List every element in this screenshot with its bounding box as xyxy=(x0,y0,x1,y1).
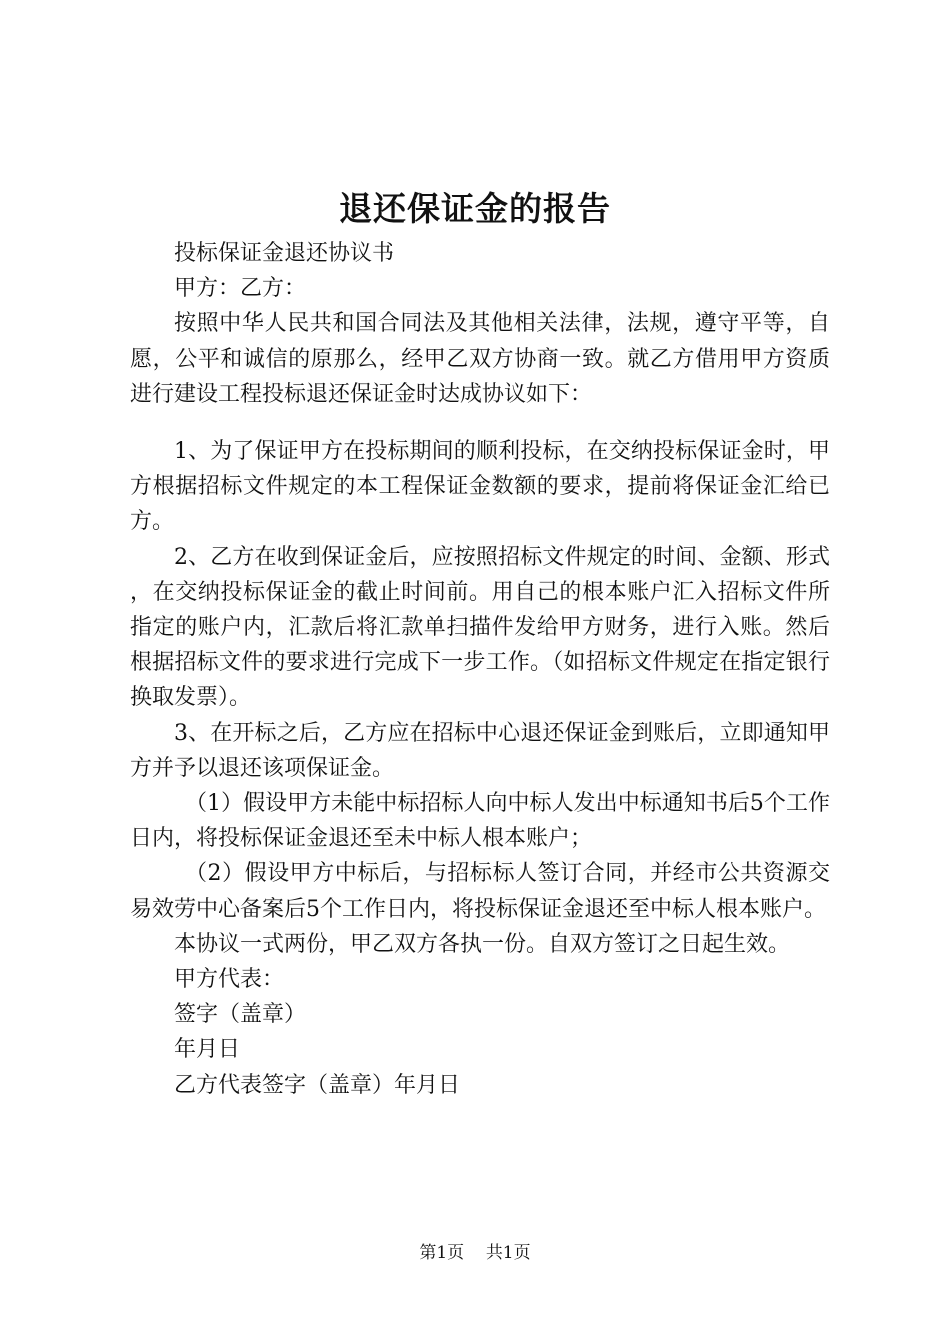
footer-separator xyxy=(470,1243,481,1263)
copies-clause: 本协议一式两份，甲乙双方各执一份。自双方签订之日起生效。 xyxy=(174,931,791,957)
date-line: 年月日 xyxy=(174,1037,241,1063)
party-a-representative: 甲方代表： xyxy=(174,967,285,993)
page-total: 共1页 xyxy=(485,1243,531,1263)
clause-3: 3、在开标之后，乙方应在招标中心退还保证金到账后，立即通知甲方并予以退还该项保证金。 xyxy=(130,720,830,781)
clause-1: 1、为了保证甲方在投标期间的顺利投标，在交纳投标保证金时，甲方根据招标文件规定的本工程保证金数额的要求，提前将保证金汇给已方。 xyxy=(130,439,830,535)
agreement-heading: 投标保证金退还协议书 xyxy=(174,241,395,266)
signature-seal-line: 签字（盖章） xyxy=(174,1002,307,1028)
page-number: 第1页 xyxy=(419,1243,465,1263)
clause-3-item-1: （1）假设甲方未能中标招标人向中标人发出中标通知书后5个工作日内，将投标保证金退还至未中标人根本账户； xyxy=(130,791,830,852)
document-body xyxy=(130,236,830,1103)
page-footer xyxy=(0,1242,950,1264)
preamble-paragraph: 按照中华人民共和国合同法及其他相关法律，法规，遵守平等，自愿，公平和诚信的原那么，经甲乙双方协商一致。就乙方借用甲方资质进行建设工程投标退还保证金时达成协议如下： xyxy=(130,311,830,407)
clause-3-item-2: （2）假设甲方中标后，与招标标人签订合同，并经市公共资源交易效劳中心备案后5个工作日内，将投标保证金退还至中标人根本账户。 xyxy=(130,861,830,922)
clause-2: 2、乙方在收到保证金后，应按照招标文件规定的时间、金额、形式，在交纳投标保证金的截止时间前。用自己的根本账户汇入招标文件所指定的账户内，汇款后将汇款单扫描件发给甲方财务，进行入账。然后根据招标文件的要求进行完成下一步工作。（如招标文件规定在指定银行换取发票）。 xyxy=(130,544,830,711)
parties-line: 甲方：乙方： xyxy=(174,276,307,302)
party-b-signature-line: 乙方代表签字（盖章）年月日 xyxy=(174,1072,461,1098)
document-title: 退还保证金的报告 xyxy=(339,189,611,228)
